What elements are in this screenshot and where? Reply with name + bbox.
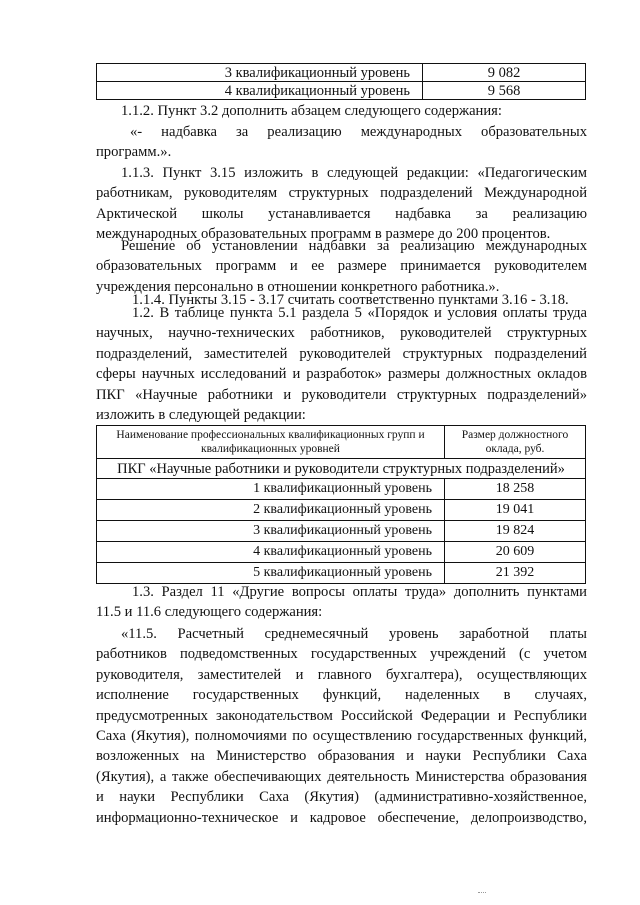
table-row [97,82,586,100]
text-line: международных образовательных программ в размере до 200 процентов. [96,226,551,243]
column-header-salary: Размер должностного оклада, руб. [445,426,586,459]
text-line: «11.5. Расчетный среднемесячный уровень заработной платы [121,626,587,642]
table-row [97,521,586,542]
salary-cell: 18 258 [445,479,586,500]
salary-cell: 9 082 [423,64,586,82]
text-line: предусмотренных законодательством Российской Федерации и Республики [96,707,587,724]
text-line: ПКГ «Научные работники и руководители структурных подразделений» [96,386,587,403]
table-row [97,64,586,82]
salary-cell: 9 568 [423,82,586,100]
paragraph-11-5 [96,624,587,828]
text-line: 11.5 и 11.6 следующего содержания: [96,604,323,621]
text-line: изложить в следующей редакции: [96,407,306,424]
text-line: работникам, руководителям структурных подразделений Международной [96,185,587,202]
level-cell: 4 квалификационный уровень [97,82,423,100]
level-cell: 4 квалификационный уровень [97,542,445,563]
salary-table-continuation [96,63,586,100]
text-line: программ.». [96,144,172,161]
group-title-cell: ПКГ «Научные работники и руководители структурных подразделений» [97,459,586,479]
text-line: 1.3. Раздел 11 «Другие вопросы оплаты труда» дополнить пунктами [132,584,587,600]
paragraph-1-1-3-decision [96,236,587,297]
text-line: возложенных на Министерство образования и науки Республики Саха [96,748,587,765]
salary-cell: 20 609 [445,542,586,563]
text-line: и науки Республики Саха (Якутия) (административно-хозяйственное, [96,789,587,806]
paragraph-1-1-2 [96,101,587,121]
text-line: руководителя, заместителей и главного бухгалтера), осуществляющих [96,666,587,683]
table-group-row [97,459,586,479]
level-cell: 3 квалификационный уровень [97,64,423,82]
text-line: «- надбавка за реализацию международных образовательных [130,124,587,140]
text-line: сферы научных исследований и разработок» размеры должностных окладов [96,366,587,383]
text-line: (Якутия), а также обеспечивающих деятельность Министерства образования [96,768,587,785]
text-line: учреждения персонально в отношении конкретного работника.». [96,278,500,295]
table-row [97,563,586,584]
column-header-name: Наименование профессиональных квалификационных групп и квалификационных уровней [97,426,445,459]
paragraph-1-1-3 [96,163,587,245]
table-header-row [97,426,586,459]
text-line: работников подведомственных государственных учреждений (с учетом [96,646,587,663]
text-line: научных, научно-технических работников, руководителей структурных [96,325,587,342]
paragraph-1-1-2-quote [96,122,587,163]
paragraph-1-3 [96,582,587,623]
level-cell: 1 квалификационный уровень [97,479,445,500]
pkg-salary-table [96,425,586,584]
text-line: Саха (Якутия), полномочиями по осуществлению государственных функций, [96,728,587,745]
text-line: образовательных программ и ее размере принимается руководителем [96,258,587,275]
text-line: Решение об установлении надбавки за реализацию международных [121,238,587,254]
text-line: 1.1.2. Пункт 3.2 дополнить абзацем следующего содержания: [121,103,502,119]
level-cell: 2 квалификационный уровень [97,500,445,521]
paragraph-1-2 [96,303,587,425]
text-line: исполнение государственных функций, наделенных в случаях, [96,687,587,704]
level-cell: 3 квалификационный уровень [97,521,445,542]
table-row [97,542,586,563]
salary-cell: 19 041 [445,500,586,521]
salary-cell: 21 392 [445,563,586,584]
text-line: подразделений, заместителей руководителей структурных подразделений [96,345,587,362]
text-line: информационно-техническое и кадровое обеспечение, делопроизводство, [96,809,587,826]
text-line: Арктической школы устанавливается надбавка за реализацию [96,205,587,222]
level-cell: 5 квалификационный уровень [97,563,445,584]
text-line: 1.1.3. Пункт 3.15 изложить в следующей редакции: «Педагогическим [121,165,587,181]
salary-cell: 19 824 [445,521,586,542]
text-line: 1.2. В таблице пункта 5.1 раздела 5 «Порядок и условия оплаты труда [132,305,587,321]
table-row [97,500,586,521]
table-row [97,479,586,500]
scan-mark [478,892,486,893]
text-line: 1.1.4. Пункты 3.15 - 3.17 считать соответственно пунктами 3.16 - 3.18. [132,292,569,308]
